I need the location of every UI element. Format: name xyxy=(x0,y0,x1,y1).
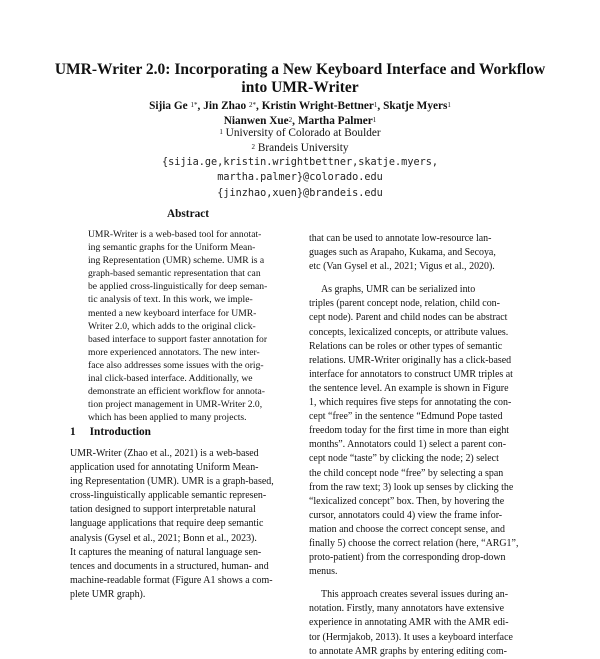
abstract-line: mented a new keyboard interface for UMR- xyxy=(88,307,257,319)
body-line: that can be used to annotate low-resource lan- xyxy=(309,233,492,244)
abstract-line: inal click-based interface. Additionally, we xyxy=(88,373,253,385)
author-mark: 1 xyxy=(447,101,451,109)
body-line: the sentence level. An example is shown in Figure xyxy=(309,382,509,394)
body-line: ing Representation (UMR). UMR is a graph-based, xyxy=(70,476,274,488)
body-line: menus. xyxy=(309,566,338,578)
email-line: {sijia.ge,kristin.wrightbettner,skatje.myers, xyxy=(161,157,438,168)
section-title: Introduction xyxy=(89,426,151,438)
body-line: machine-readable format (Figure A1 shows a com- xyxy=(70,574,273,586)
body-line: This approach creates several issues during an- xyxy=(321,589,509,601)
body-line: analysis (Gysel et al., 2021; Bonn et al., 2023). xyxy=(70,532,257,544)
body-line: plete UMR graph). xyxy=(70,588,146,600)
abstract-line: ing semantic graphs for the Uniform Mean- xyxy=(88,242,256,254)
abstract-heading: Abstract xyxy=(166,208,210,220)
author-name: Nianwen Xue xyxy=(223,115,289,127)
body-line: to annotate AMR graphs by entering editing com- xyxy=(309,645,507,657)
body-line: As graphs, UMR can be serialized into xyxy=(321,284,476,296)
body-line: tences and documents in a structured, human- and xyxy=(70,560,269,572)
body-line: cursor, annotators could 4) view the frame infor- xyxy=(309,509,503,521)
author-sep: , xyxy=(256,100,262,112)
section-number: 1 xyxy=(70,426,76,438)
author-mark: 2* xyxy=(249,101,257,109)
affiliation-mark: 2 xyxy=(251,143,255,151)
body-line: It captures the meaning of natural language sen- xyxy=(70,546,262,558)
body-line: cross-linguistically applicable semantic represen- xyxy=(70,490,267,502)
abstract-line: Writer 2.0, which adds to the original click- xyxy=(88,320,256,332)
body-line: guages such as Arapaho, Kukama, and Secoya, xyxy=(309,247,496,259)
section-heading-introduction xyxy=(70,426,300,438)
affiliation xyxy=(40,126,560,141)
author-mark: 1* xyxy=(190,101,198,109)
right-column-text xyxy=(309,232,535,659)
body-line: finally 5) choose the correct relation (here, “ARG1”, xyxy=(309,537,519,549)
affiliation-mark: 1 xyxy=(219,128,223,136)
body-line: cept “free” in the sentence “Edmund Pope tasted xyxy=(309,411,503,423)
body-line: months”. Annotators could 1) select a parent con- xyxy=(309,439,507,451)
author-sep: , xyxy=(377,100,384,112)
body-line: cept node “taste” by clicking the node; 2) select xyxy=(309,453,499,465)
affiliation-name: Brandeis University xyxy=(257,142,349,154)
abstract-line: tion project management in UMR-Writer 2.0, xyxy=(88,399,263,411)
affiliations xyxy=(40,126,560,156)
abstract-line: based interface to support faster annotation for xyxy=(88,333,268,345)
email-line: martha.palmer}@colorado.edu xyxy=(217,172,383,184)
abstract-line: ing Representation (UMR) scheme. UMR is a xyxy=(88,255,265,267)
abstract-line: graph-based semantic representation that can xyxy=(88,268,261,280)
author-name: Sijia Ge xyxy=(149,100,188,112)
abstract-line: tic analysis of text. In this work, we imple- xyxy=(88,294,253,306)
body-line: freedom today for the first time in more than eight xyxy=(309,425,510,437)
body-line: experience in annotating AMR with the AMR edi- xyxy=(309,617,509,629)
author-emails xyxy=(40,155,560,201)
abstract-body xyxy=(88,228,288,424)
email-line: {jinzhao,xuen}@brandeis.edu xyxy=(217,187,383,199)
body-line: proto-patient) from the corresponding drop-down xyxy=(309,552,506,564)
paper-title xyxy=(40,61,560,97)
author-name: Kristin Wright-Bettner xyxy=(261,100,374,112)
body-line: relations. UMR-Writer originally has a click-based xyxy=(309,354,512,366)
title-line: into UMR-Writer xyxy=(241,79,359,96)
author-list xyxy=(40,99,560,129)
body-line: the child concept node “free” by selecting a span xyxy=(309,467,504,479)
author-sep: , xyxy=(292,115,298,127)
affiliation-name: University of Colorado at Boulder xyxy=(225,127,381,139)
author-sep: , xyxy=(197,100,204,112)
body-line: concepts, lexicalized concepts, or attribute values. xyxy=(309,326,509,338)
abstract-line: face also addresses some issues with the orig- xyxy=(88,359,264,371)
body-line: language applications that require deep semantic xyxy=(70,518,264,530)
body-line: Relations can be roles or other types of semantic xyxy=(309,340,503,352)
body-line: UMR-Writer (Zhao et al., 2021) is a web-based xyxy=(70,448,259,459)
body-line: from the raw text; 3) look up senses by clicking the xyxy=(309,481,514,493)
body-line: cept node). Parent and child nodes can be abstract xyxy=(309,312,508,324)
author-line xyxy=(40,99,560,114)
body-line: 1, which requires five steps for annotating the con- xyxy=(309,397,512,409)
author-name: Jin Zhao xyxy=(203,100,247,112)
author-name: Martha Palmer xyxy=(297,115,373,127)
body-line: application used for annotating Uniform Mean- xyxy=(70,462,259,474)
body-line: tation designed to support interpretable natural xyxy=(70,504,256,516)
title-line: UMR-Writer 2.0: Incorporating a New Keyboard Interface and Workflow xyxy=(54,61,546,78)
body-line: notation. Firstly, many annotators have extensive xyxy=(309,603,505,615)
author-mark: 1 xyxy=(372,116,377,124)
author-mark: 1 xyxy=(373,101,378,109)
author-name: Skatje Myers xyxy=(383,100,448,112)
affiliation xyxy=(40,141,560,156)
abstract-line: demonstrate an efficient workflow for annota- xyxy=(88,386,265,398)
author-mark: 2 xyxy=(288,116,293,124)
body-line: interface for annotators to construct UMR triples at xyxy=(309,368,513,380)
abstract-line: which has been applied to many projects. xyxy=(88,412,247,424)
abstract-line: be applied cross-linguistically for deep seman- xyxy=(88,281,268,293)
left-column-text xyxy=(70,447,303,602)
body-line: mation and choose the correct concept sense, and xyxy=(309,523,505,535)
body-line: triples (parent concept node, relation, child con- xyxy=(309,298,500,310)
abstract-line: UMR-Writer is a web-based tool for annotat- xyxy=(88,229,262,240)
abstract-line: more experienced annotators. The new inter- xyxy=(88,346,260,358)
body-line: etc (Van Gysel et al., 2021; Vigus et al., 2020). xyxy=(309,261,495,273)
body-line: “lexicalized concept” box. Then, by hovering the xyxy=(309,495,505,507)
body-line: tor (Hermjakob, 2013). It uses a keyboard interface xyxy=(309,631,513,643)
